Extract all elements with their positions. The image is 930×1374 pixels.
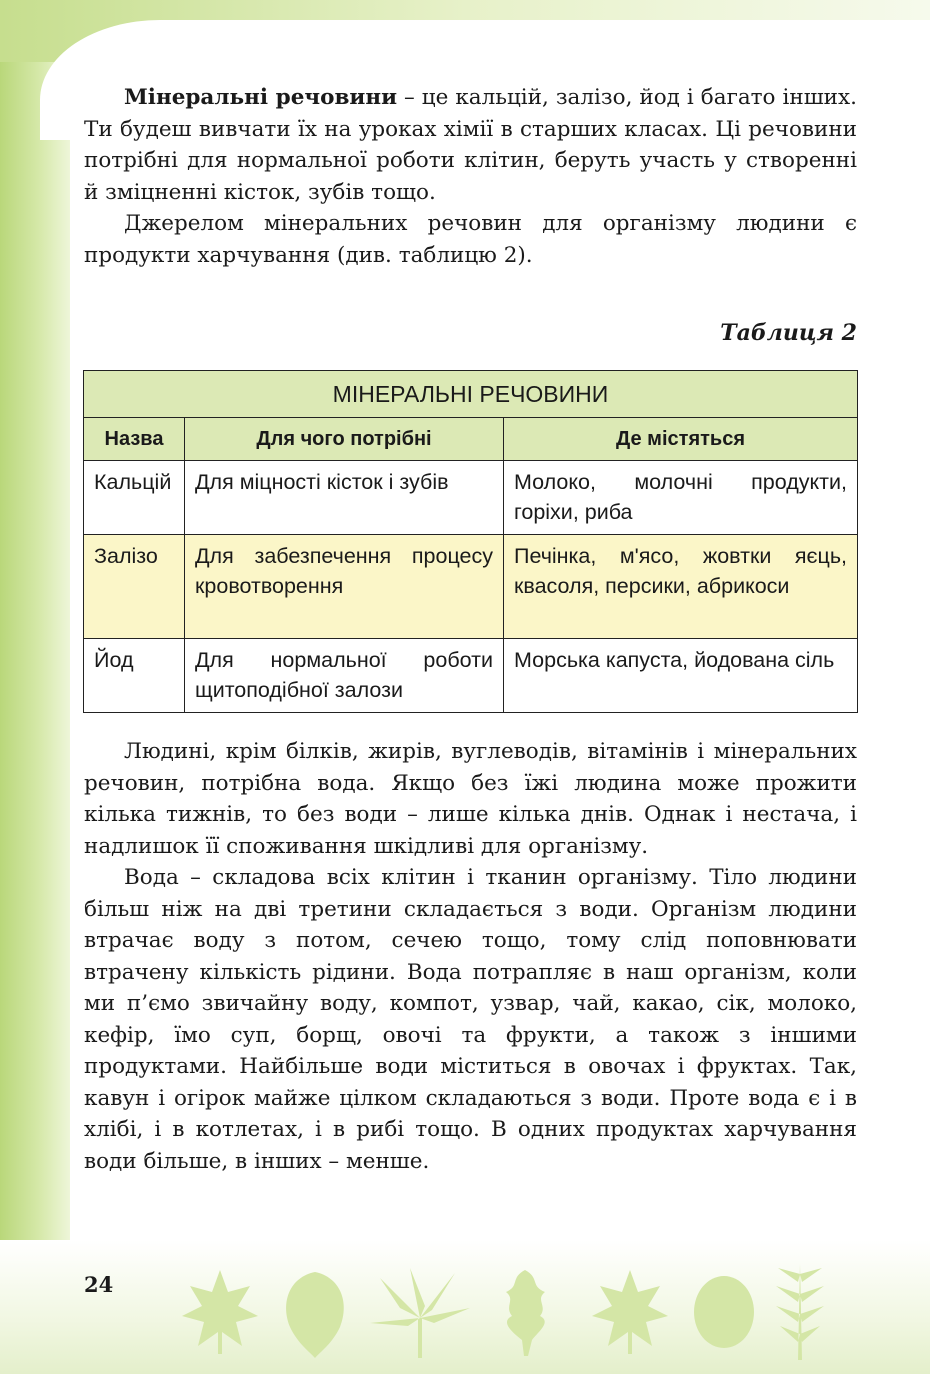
cell-purpose: Для нормальної роботи щитоподібної залози	[185, 639, 504, 713]
paragraph-water-body: Вода – складова всіх клітин і тканин організму. Тіло людини більш ніж на дві третини складається з води. Організм людини втрачає воду з потом, сечею тощо, тому слід поповнювати втрачену кількість рідини. Вода потрапляє в наш організм, коли ми п’ємо звичайну воду, компот, узвар, чай, какао, сік, молоко, кефір, їмо суп, борщ, овочі та фрукти, а також з іншими продуктами. Найбільше води міститься в овочах і фруктах. Так, кавун і огірок майже цілком складаються з води. Проте вода є і в хлібі, і в котлетах, і в рибі тощо. В одних продуктах харчування води більше, в інших – менше.	[84, 865, 857, 1174]
round-leaf-icon	[694, 1276, 754, 1348]
minerals-table	[83, 370, 858, 713]
cell-source: Морська капуста, йодована сіль	[504, 639, 858, 713]
paragraph-water-need: Людині, крім білків, жирів, вуглеводів, вітамінів і мінеральних речовин, потрібна вода. Якщо без їжі людина може прожити кілька тижнів, то без води – лише кілька днів. Однак і нестача, і надлишок її споживання шкідливі для організму.	[84, 739, 857, 859]
page-background-left	[0, 0, 70, 1374]
term-minerals: Мінеральні речовини	[124, 85, 398, 110]
cell-purpose: Для забезпечення процесу кровотворення	[185, 535, 504, 639]
leaf-decoration	[160, 1262, 860, 1362]
bottom-text	[84, 736, 857, 1177]
maple-leaf-icon	[592, 1270, 668, 1354]
page-number: 24	[84, 1272, 114, 1297]
cell-name: Залізо	[84, 535, 185, 639]
cell-name: Йод	[84, 639, 185, 713]
round-leaf-icon	[286, 1272, 344, 1358]
header-name: Назва	[84, 418, 185, 461]
table-row	[84, 639, 858, 713]
oak-leaf-icon	[506, 1270, 545, 1356]
paragraph-minerals	[84, 82, 857, 208]
header-source: Де містяться	[504, 418, 858, 461]
cell-source: Печінка, м'ясо, жовтки яєць, квасоля, персики, абрикоси	[504, 535, 858, 639]
top-text	[84, 82, 857, 271]
table-header-row	[84, 418, 858, 461]
maple-leaf-icon	[182, 1270, 258, 1354]
table-caption: Таблиця 2	[720, 320, 857, 346]
paragraph-sources: Джерелом мінеральних речовин для організму людини є продукти харчування (див. таблицю 2).	[84, 211, 857, 268]
cell-purpose: Для міцності кісток і зубів	[185, 461, 504, 535]
table-row	[84, 461, 858, 535]
header-purpose: Для чого потрібні	[185, 418, 504, 461]
table-row	[84, 535, 858, 639]
table-title: МІНЕРАЛЬНІ РЕЧОВИНИ	[84, 371, 858, 418]
cell-name: Кальцій	[84, 461, 185, 535]
fern-leaf-icon	[776, 1264, 824, 1360]
cell-source: Молоко, молочні продукти, горіхи, риба	[504, 461, 858, 535]
paragraph-text: – це кальцій, залізо, йод і багато інших. Ти будеш вивчати їх на уроках хімії в старших класах. Ці речовини потрібні для нормальної роботи клітин, беруть участь у створенні й зміцненні кісток, зубів тощо.	[84, 85, 857, 205]
chestnut-leaf-icon	[370, 1268, 470, 1358]
